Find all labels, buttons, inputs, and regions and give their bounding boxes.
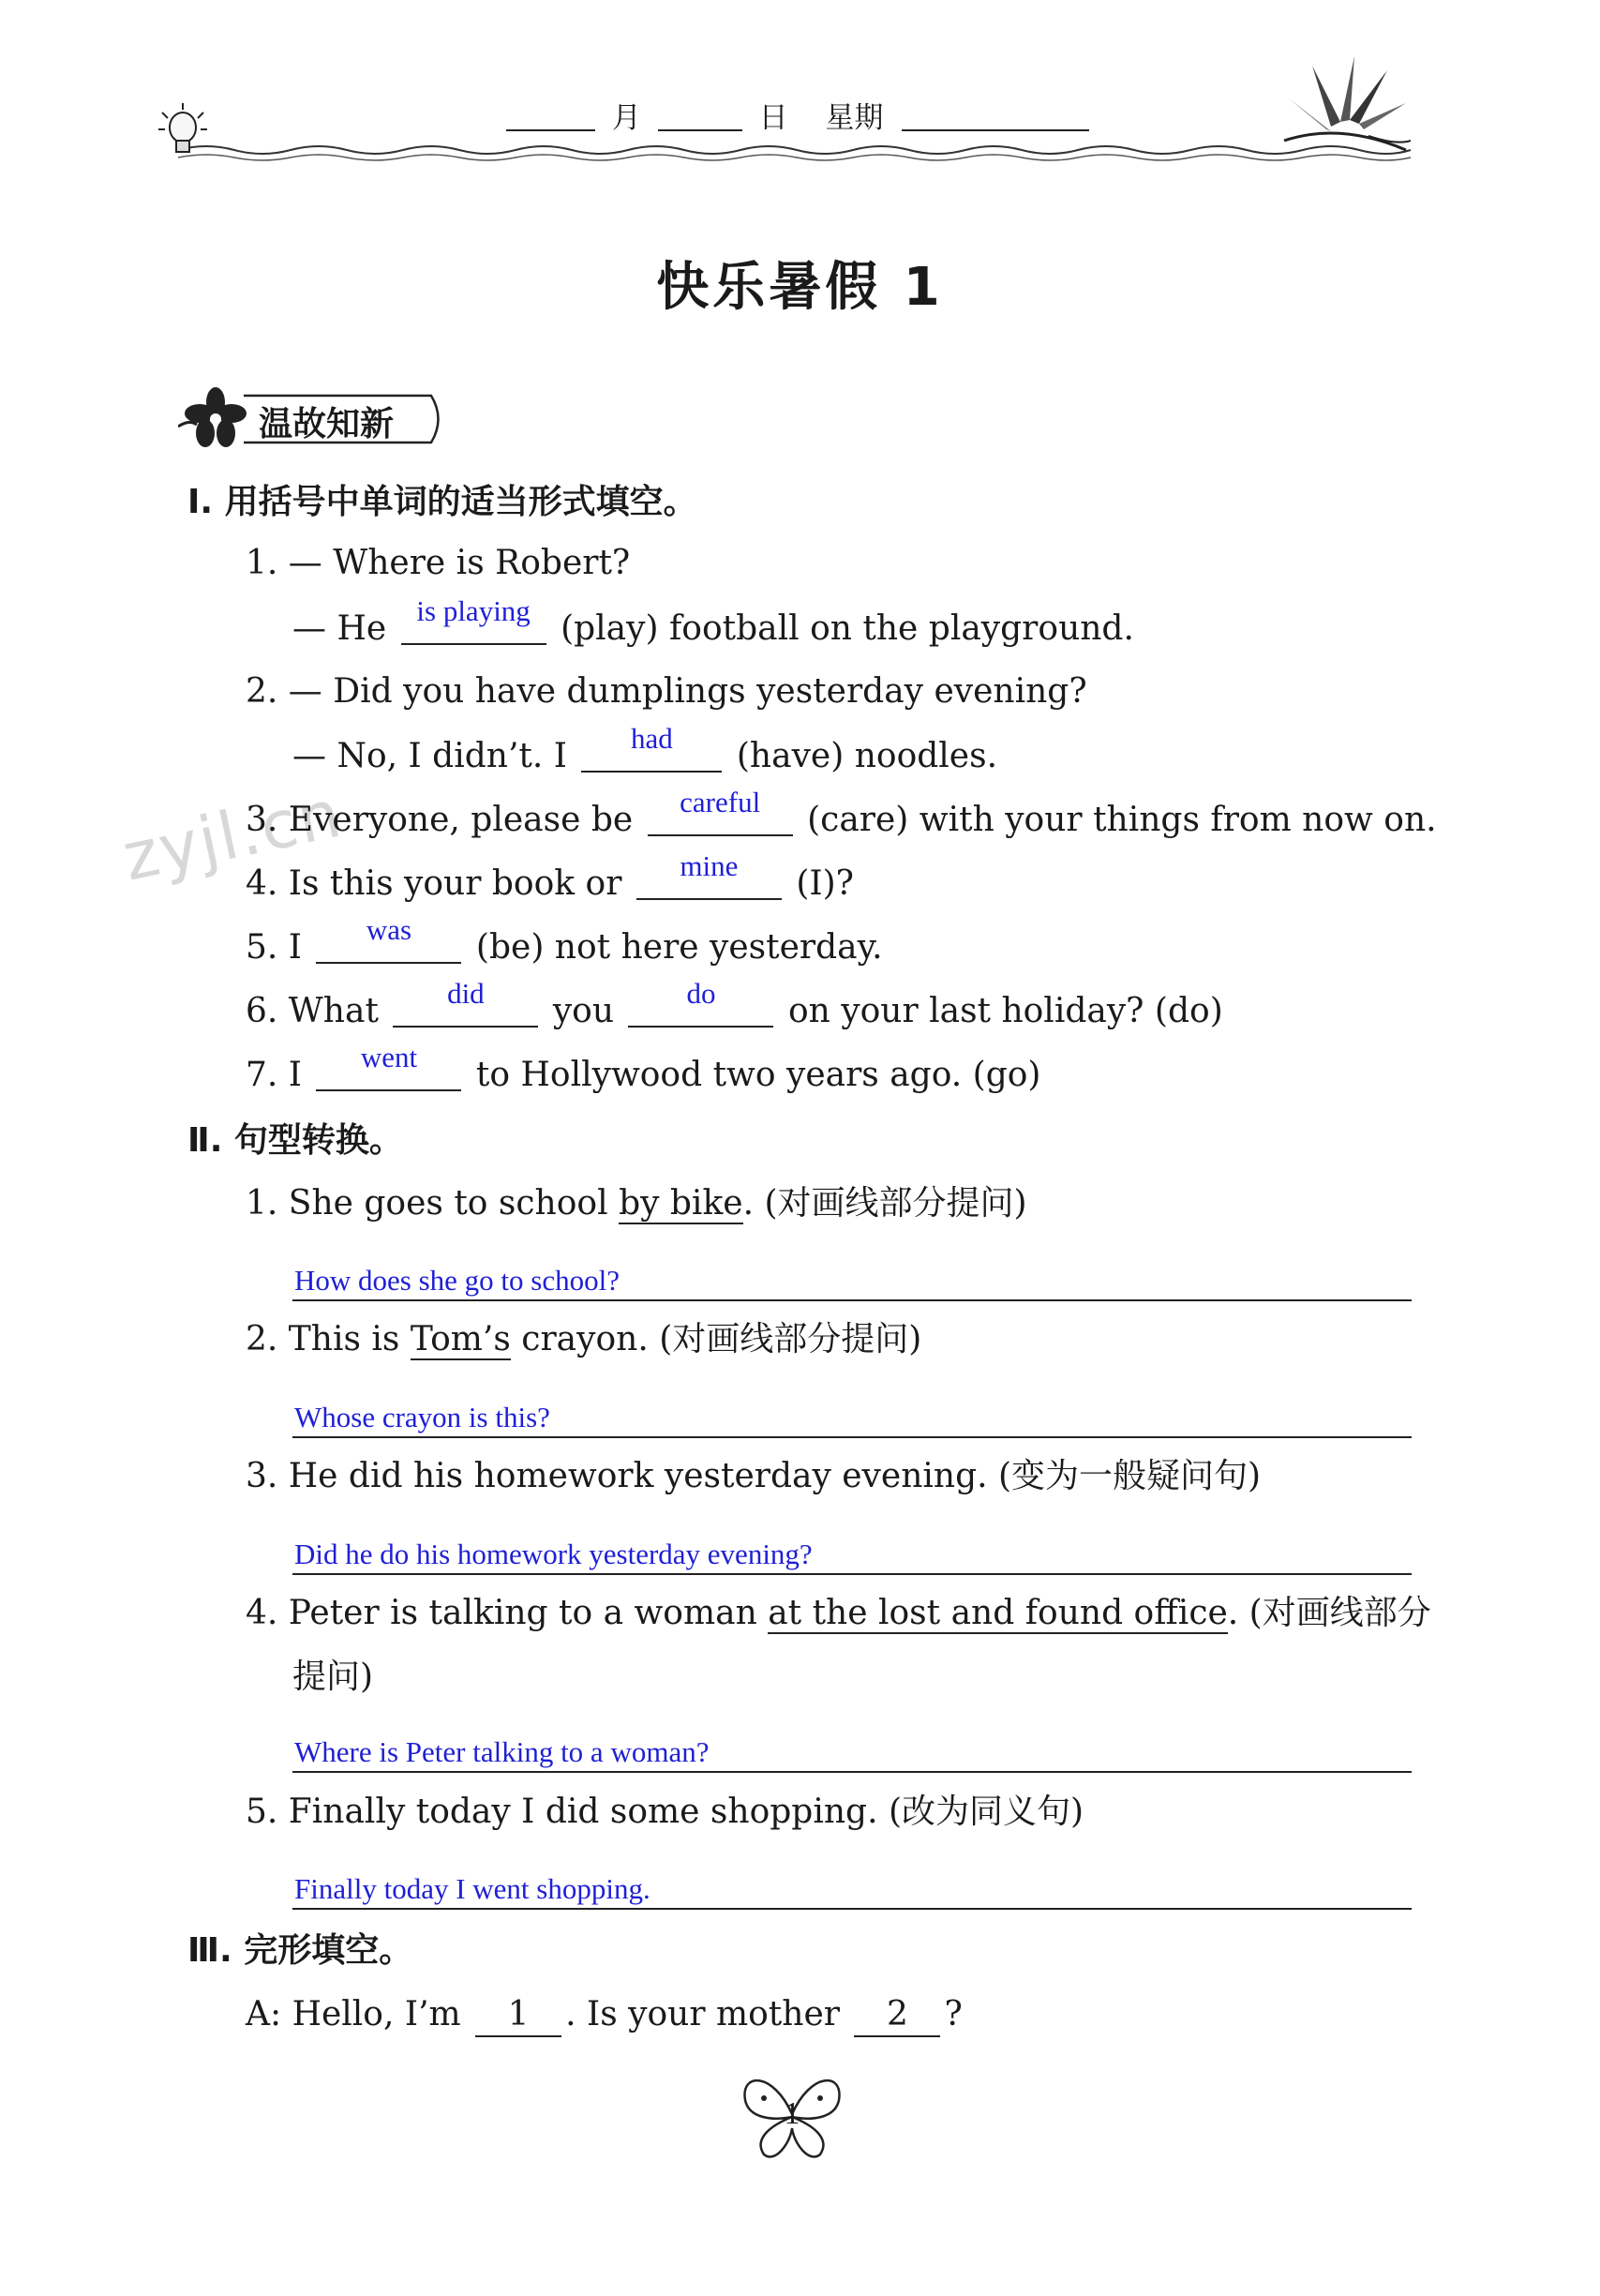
s2-q2-underlined: Tom’s — [410, 1320, 511, 1358]
s2-a5-answer: Finally today I went shopping. — [294, 1872, 650, 1905]
s3-blank-2[interactable] — [854, 1995, 940, 2037]
s1-q4-blank[interactable] — [636, 849, 782, 900]
section2-heading: Ⅱ. 句型转换。 — [187, 1121, 403, 1160]
s2-q4-post: . (对画线部分 — [1227, 1594, 1431, 1632]
s2-a5-line[interactable] — [292, 1865, 1412, 1910]
s2-q1 — [246, 1181, 1027, 1226]
s1-q6-blank1[interactable] — [393, 977, 538, 1028]
s1-q1b — [292, 594, 1134, 652]
s1-q3-blank[interactable] — [648, 786, 793, 836]
month-blank[interactable] — [506, 99, 595, 131]
day-label: 日 — [758, 101, 788, 135]
s2-a3-line[interactable] — [292, 1530, 1412, 1575]
s1-q2-blank[interactable] — [581, 722, 722, 773]
s1-q6-mid: you — [552, 992, 615, 1030]
s3-blank-2-number: 2 — [886, 1995, 908, 2033]
s2-a2-line[interactable] — [292, 1393, 1412, 1438]
weekday-blank[interactable] — [902, 99, 1089, 131]
s1-q4-post: (I)? — [796, 864, 854, 903]
s1-q6 — [246, 977, 1223, 1034]
s3-line-a — [246, 1992, 963, 2037]
badge-label: 温故知新 — [259, 405, 395, 443]
s1-q2b-post: (have) noodles. — [736, 737, 998, 775]
s2-q2 — [246, 1317, 921, 1362]
s3-blank-1-number: 1 — [507, 1995, 530, 2033]
s1-q2-answer: had — [631, 722, 673, 755]
s1-q5-post: (be) not here yesterday. — [475, 928, 883, 967]
s1-q4-pre: 4. Is this your book or — [246, 864, 622, 903]
s1-q7-post: to Hollywood two years ago. (go) — [475, 1056, 1041, 1094]
s1-q2b — [292, 722, 998, 779]
section3-heading: Ⅲ. 完形填空。 — [187, 1931, 413, 1970]
s1-q3-answer: careful — [680, 786, 761, 818]
s1-q5 — [246, 913, 883, 970]
s1-q5-pre: 5. I — [246, 928, 303, 967]
s2-a2-answer: Whose crayon is this? — [294, 1401, 550, 1433]
s2-q3: 3. He did his homework yesterday evening. (变为一般疑问句) — [246, 1457, 1262, 1495]
s2-q1-pre: 1. She goes to school — [246, 1184, 608, 1223]
s2-a3-answer: Did he do his homework yesterday evening? — [294, 1538, 813, 1570]
s2-q1-post: . (对画线部分提问) — [742, 1184, 1027, 1223]
weekday-label: 星期 — [825, 101, 884, 135]
s1-q1a: 1. — Where is Robert? — [246, 544, 631, 582]
flower-icon — [1275, 47, 1415, 159]
s2-q4-cont: 提问) — [292, 1658, 374, 1696]
day-blank[interactable] — [658, 99, 742, 131]
s1-q7 — [246, 1041, 1041, 1098]
watermark: zyjl.cn — [116, 774, 350, 896]
s2-a1-line[interactable] — [292, 1256, 1412, 1301]
s3-blank-1[interactable] — [475, 1995, 561, 2037]
s2-a4-answer: Where is Peter talking to a woman? — [294, 1735, 710, 1768]
s1-q1b-pre: — He — [292, 609, 387, 648]
s1-q1-answer: is playing — [416, 594, 531, 627]
s3-line-a-text: A: Hello, I’m — [246, 1995, 461, 2033]
s1-q5-answer: was — [366, 913, 412, 946]
page-number-badge — [736, 2063, 848, 2166]
page-title: 快乐暑假 1 — [656, 257, 944, 318]
s1-q7-pre: 7. I — [246, 1056, 303, 1094]
s1-q6-post: on your last holiday? (do) — [787, 992, 1223, 1030]
s1-q1b-post: (play) football on the playground. — [561, 609, 1134, 648]
s1-q4-answer: mine — [680, 849, 739, 882]
s1-q4 — [246, 849, 854, 907]
s2-q5: 5. Finally today I did some shopping. (改为同义句) — [246, 1793, 1084, 1831]
s1-q3-pre: 3. Everyone, please be — [246, 801, 634, 839]
s1-q3-post: (care) with your things from now on. — [807, 801, 1437, 839]
s3-end-text: ? — [944, 1995, 963, 2033]
s2-q2-pre: 2. This is — [246, 1320, 400, 1358]
page-number: 1 — [784, 2096, 800, 2131]
s2-a4-line[interactable] — [292, 1728, 1412, 1773]
s2-q4-underlined: at the lost and found office — [768, 1594, 1228, 1632]
lightbulb-icon — [155, 101, 211, 167]
s1-q6-answer1: did — [447, 977, 485, 1010]
section-badge — [178, 384, 450, 454]
s1-q5-blank[interactable] — [316, 913, 461, 964]
s2-a1-answer: How does she go to school? — [294, 1264, 620, 1297]
s1-q3 — [246, 786, 1437, 843]
s1-q2b-pre: — No, I didn’t. I — [292, 737, 567, 775]
s1-q6-pre: 6. What — [246, 992, 379, 1030]
s1-q7-blank[interactable] — [316, 1041, 461, 1091]
s2-q4 — [246, 1591, 1431, 1636]
s2-q1-underlined: by bike — [619, 1184, 743, 1223]
s1-q2a: 2. — Did you have dumplings yesterday evening? — [246, 672, 1087, 711]
date-line — [506, 94, 1089, 136]
s1-q7-answer: went — [360, 1041, 418, 1073]
s1-q6-answer2: do — [686, 977, 716, 1010]
section1-heading: Ⅰ. 用括号中单词的适当形式填空。 — [187, 483, 697, 521]
s1-q1-blank[interactable] — [401, 594, 546, 645]
s1-q6-blank2[interactable] — [628, 977, 773, 1028]
s2-q2-post: crayon. (对画线部分提问) — [521, 1320, 922, 1358]
s2-q4-pre: 4. Peter is talking to a woman — [246, 1594, 757, 1632]
month-label: 月 — [611, 101, 641, 135]
s3-mid-text: . Is your mother — [565, 1995, 840, 2033]
